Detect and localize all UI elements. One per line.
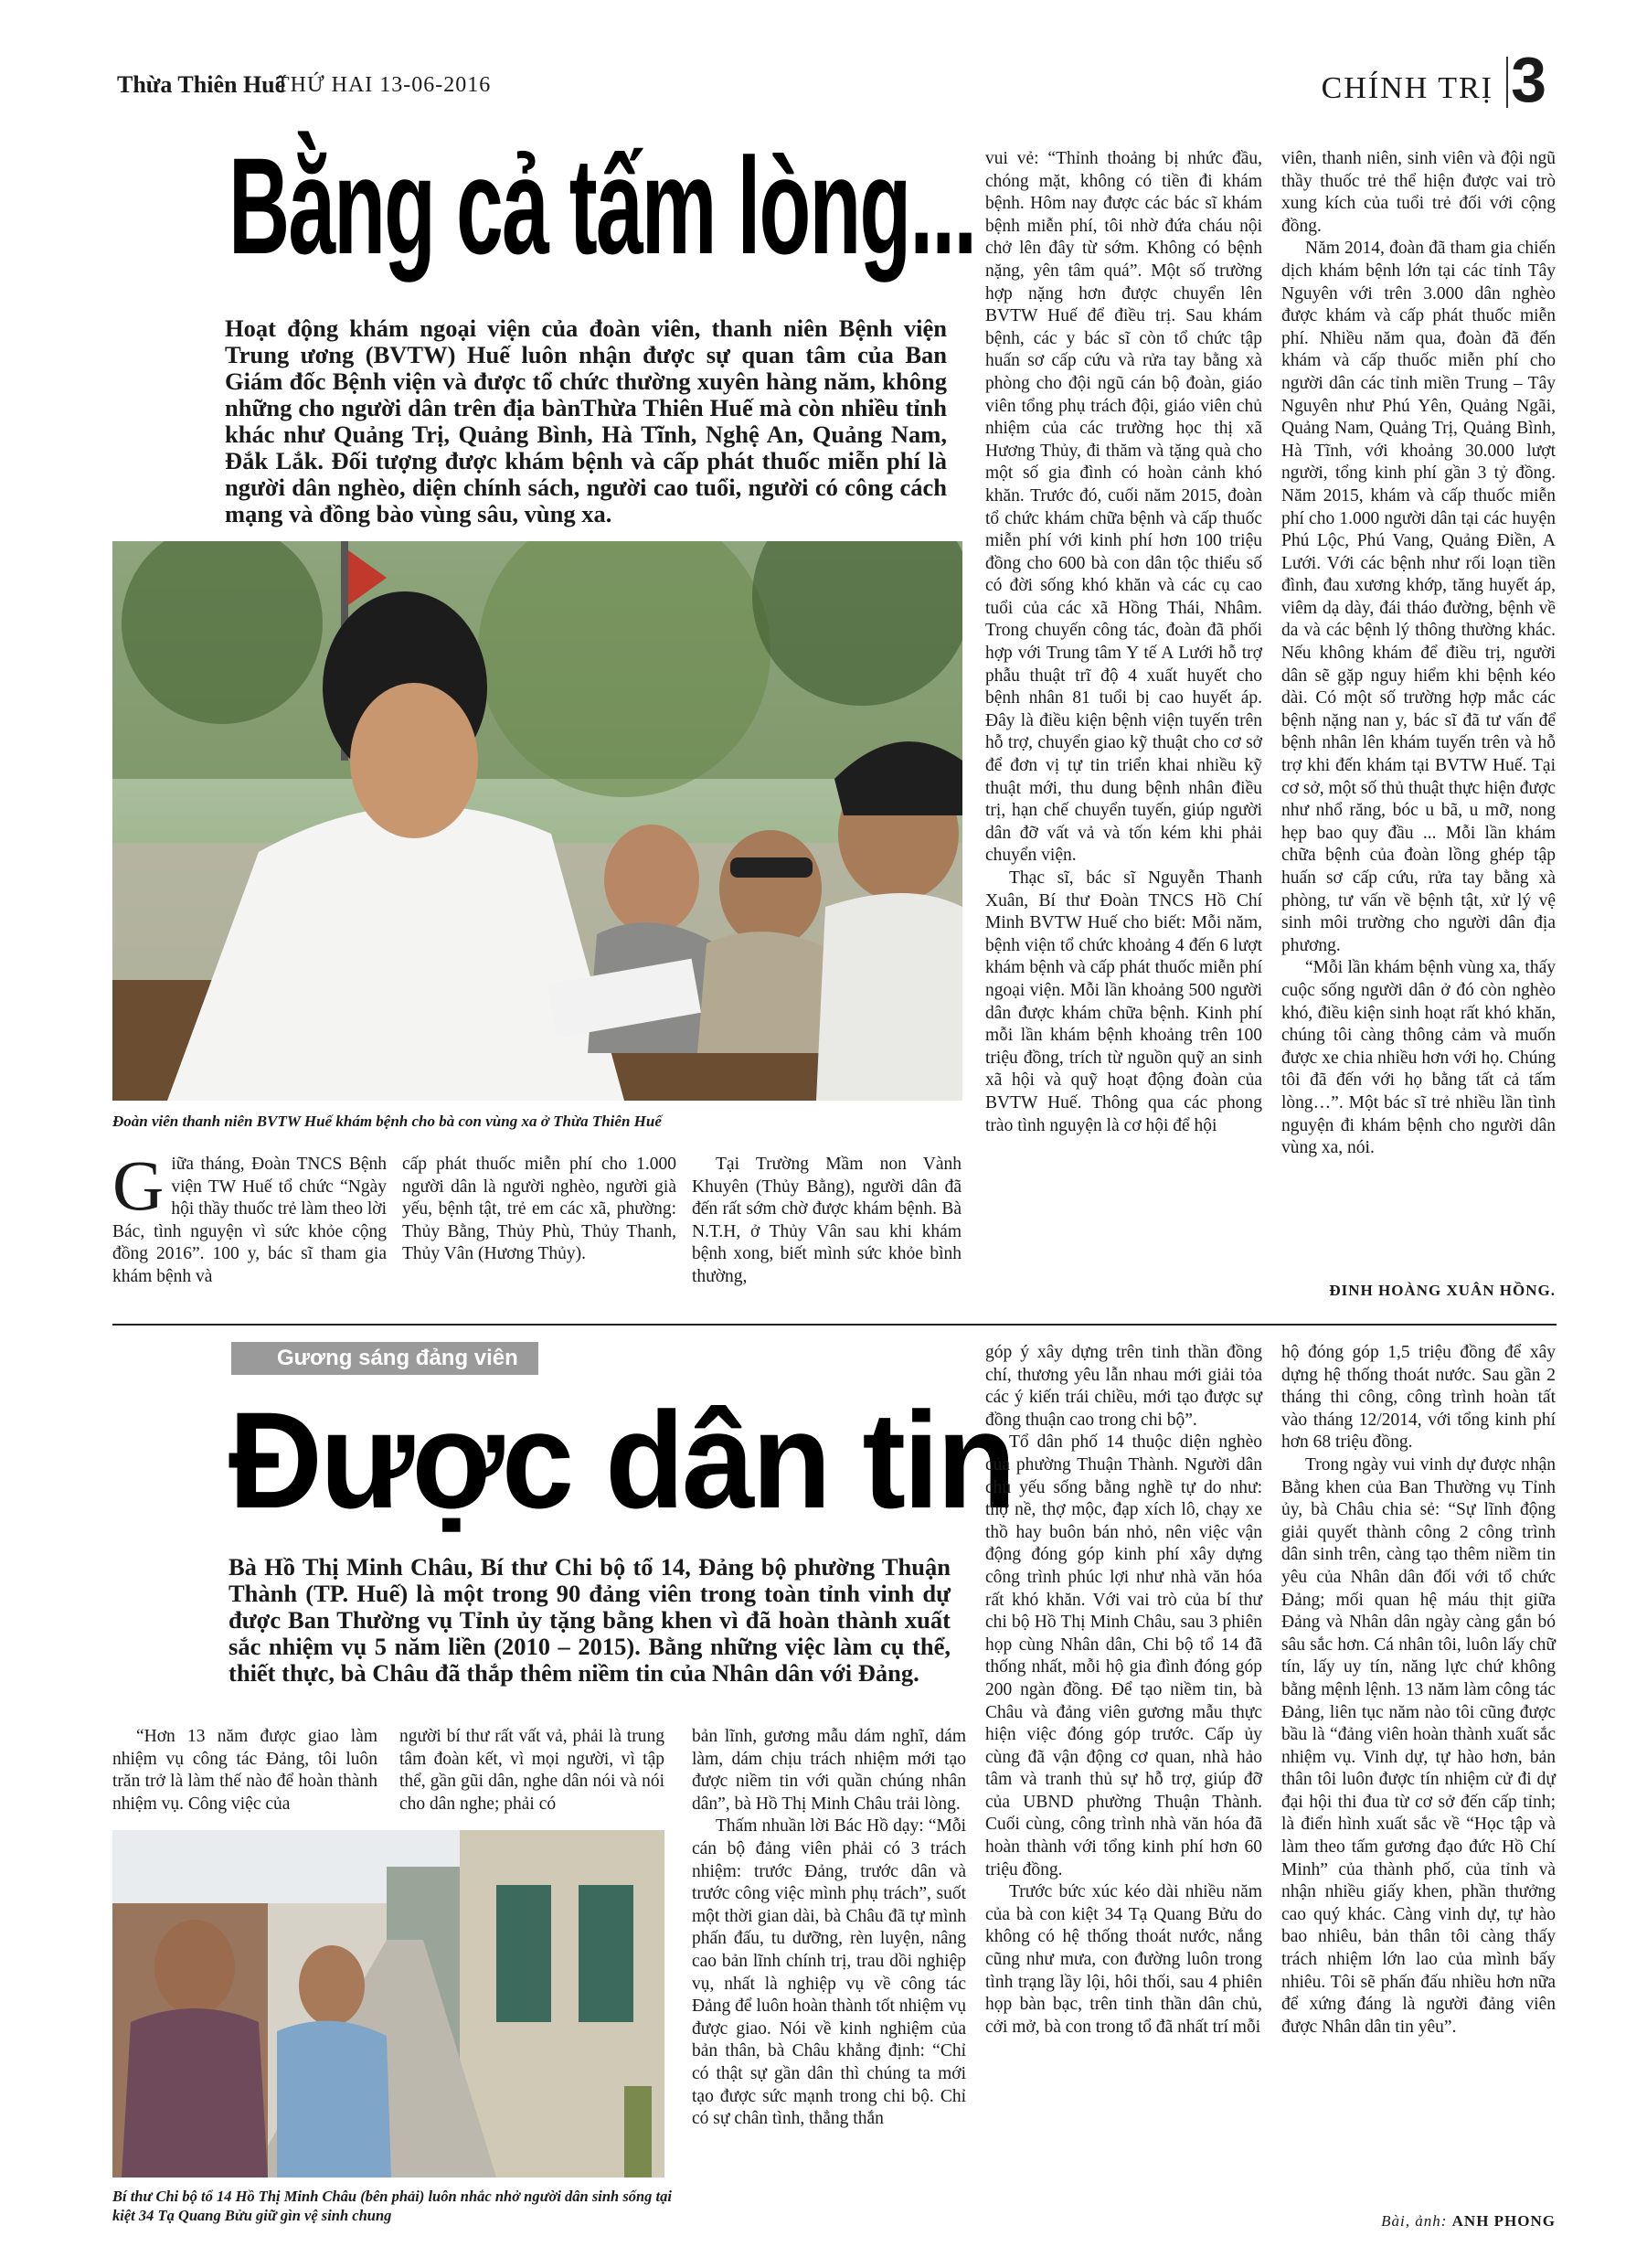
article2-col3-p2: Thấm nhuần lời Bác Hồ dạy: “Mỗi cán bộ đảng viên phải có 3 trách nhiệm: trước Đảng, trước dân và trước công việc mình phụ trách”, suốt một thời gian dài, bà Châu đã tự mình phấn đấu, tu dưỡng, rèn luyện, nâng cao bản lĩnh chính trị, trau dồi nghiệp vụ, nhất là nghiệp vụ về công tác Đảng để luôn hoàn thành tốt nhiệm vụ được giao. Nói về kinh nghiệm của bản thân, bà Châu khẳng định: “Chỉ có thật sự gần dân thì chúng ta mới tạo được sức mạnh trong chi bộ. Chỉ có sự chân tình, thẳng thắn <box>692 1816 966 2129</box>
article2-col2-text: người bí thư rất vất vả, phải là trung tâm đoàn kết, vì mọi người, vì tập thể, gần gũi dân, nghe dân nói và nói cho dân nghe; phải có <box>399 1727 664 1814</box>
article2-photo-caption: Bí thư Chi bộ tổ 14 Hồ Thị Minh Châu (bên phải) luôn nhắc nhở người dân sinh sống tại kiệt 34 Tạ Quang Bửu giữ gìn vệ sinh chung <box>112 2188 672 2224</box>
article2-photo <box>112 1830 664 2177</box>
article1-col5-p2: Năm 2014, đoàn đã tham gia chiến dịch khám bệnh lớn tại các tỉnh Tây Nguyên với trên 3.000 dân nghèo được khám và cấp phát thuốc miễn phí. Nhiều năm qua, đoàn đã đến khám và cấp thuốc miễn phí cho người dân các tỉnh miền Trung – Tây Nguyên như Phú Yên, Quảng Ngãi, Quảng Nam, Quảng Trị, Quảng Bình, Hà Tĩnh, với khoảng 30.000 lượt người, tổng kinh phí gần 3 tỷ đồng. Năm 2015, khám và cấp thuốc miễn phí cho 1.000 người dân tại các huyện Phú Lộc, Phú Vang, Quảng Điền, A Lưới. Với các bệnh như rối loạn tiền đình, đau xương khớp, tăng huyết áp, viêm dạ dày, đái tháo đường, bệnh về da và các bệnh lý thông thường khác. Nếu không khám để điều trị, người dân sẽ gặp nguy hiểm khi bệnh kéo dài. Có một số trường hợp mắc các bệnh nặng nan y, bác sĩ đã tư vấn để bệnh nhân lên khám tuyến trên và hỗ trợ khi đến khám tại BVTW Huế. Tại cơ sở, một số thủ thuật thực hiện được như nhổ răng, bóc u bã, u mỡ, nong hẹp bao quy đầu ... Mỗi lần khám chữa bệnh của đoàn lồng ghép tập huấn sơ cấp cứu, rửa tay bằng xà phòng, tư vấn về bệnh tật, xử lý vệ sinh môi trường cho người dân địa phương. <box>1281 239 1556 955</box>
issue-date: THỨ HAI 13-06-2016 <box>276 73 492 97</box>
article2-column-5 <box>1281 1342 1556 2039</box>
article1-dropcap: G <box>112 1145 165 1225</box>
page-number: 3 <box>1511 44 1546 115</box>
article2-col4-p2: Tổ dân phố 14 thuộc diện nghèo của phường Thuận Thành. Người dân chủ yếu sống bằng nghề tự do như: thợ nề, thợ mộc, đạp xích lô, chạy xe thồ hay buôn bán nhỏ, nên việc vận động đóng góp kinh phí xây dựng công trình phúc lợi như nhà văn hóa rất khó khăn. Với vai trò của bí thư chi bộ Hồ Thị Minh Châu, sau 3 phiên họp cùng Nhân dân, Chi bộ tổ 14 đã thống nhất, mỗi hộ gia đình đóng góp 200 ngàn đồng. Để tạo niềm tin, bà Châu và đảng viên gương mẫu thực hiện việc đóng góp trước. Cấp ủy cùng đã vận động cơ quan, nhà hảo tâm và tranh thủ sự hỗ trợ, giúp đỡ của UBND phường Thuận Thành. Cuối cùng, công trình nhà văn hóa đã hoàn thành với tổng kinh phí hơn 60 triệu đồng. <box>985 1432 1262 1879</box>
article2-col5-p2: Trong ngày vui vinh dự được nhận Bằng khen của Ban Thường vụ Tỉnh ủy, bà Châu chia sẻ: “Sự lĩnh động giải quyết thành công 2 công trình dân sinh trên, càng tạo thêm niềm tin yêu của Nhân dân đối với tổ chức Đảng; mối quan hệ máu thịt giữa Đảng và Nhân dân ngày càng gắn bó sâu sắc hơn. Cá nhân tôi, luôn lấy chữ tín, lấy uy tín, năng lực chứ không bằng mệnh lệnh. 13 năm làm công tác Đảng, liên tục năm nào tôi cũng được bầu là “đảng viên hoàn thành xuất sắc nhiệm vụ. Vinh dự, tự hào hơn, bản thân tôi luôn được tín nhiệm cử đi dự đại hội thi đua từ cơ sở đến cấp tỉnh; là điển hình xuất sắc về “Học tập và làm theo tấm gương đạo đức Hồ Chí Minh” của thành phố, của tỉnh và nhận nhiều giấy khen, phần thưởng cao quý khác. Càng vinh dự, tự hào bao nhiêu, bản thân tôi càng thấy trách nhiệm lớn lao của mình bấy nhiêu. Tôi sẽ phấn đấu nhiều hơn nữa để xứng đáng là người đảng viên được Nhân dân tin yêu”. <box>1281 1454 1556 2037</box>
article1-lead: Hoạt động khám ngoại viện của đoàn viên, thanh niên Bệnh viện Trung ương (BVTW) Huế luôn nhận được sự quan tâm của Ban Giám đốc Bệnh viện và được tổ chức thường xuyên hàng năm, không những cho người dân trên địa bànThừa Thiên Huế mà còn nhiều tỉnh khác như Quảng Trị, Quảng Bình, Hà Tĩnh, Nghệ An, Quảng Nam, Đắk Lắk. Đối tượng được khám bệnh và cấp phát thuốc miễn phí là người dân nghèo, diện chính sách, người cao tuổi, người có công cách mạng và đồng bào vùng sâu, vùng xa. <box>225 314 947 527</box>
article1-column-4 <box>985 148 1262 1137</box>
article1-col1-text: iữa tháng, Đoàn TNCS Bệnh viện TW Huế tổ chức “Ngày hội thầy thuốc trẻ làm theo lời Bác, tình nguyện vì sức khỏe cộng đồng 2016”. 100 y, bác sĩ tham gia khám bệnh và <box>112 1155 387 1286</box>
article2-byline-prefix: Bài, ảnh: <box>1381 2212 1448 2230</box>
article2-col4-p1: góp ý xây dựng trên tinh thần đồng chí, thương yêu lẫn nhau mới giải tỏa các ý kiến trái chiều, mới tạo được sự đồng thuận cao trong chi bộ”. <box>985 1343 1262 1430</box>
header-divider <box>1506 57 1508 108</box>
article2-column-2 <box>399 1726 664 1815</box>
article2-col5-p1: hộ đóng góp 1,5 triệu đồng để xây dựng hệ thống thoát nước. Sau gần 2 tháng thi công, công trình hoàn tất vào tháng 12/2014, với tổng kinh phí hơn 68 triệu đồng. <box>1281 1343 1556 1453</box>
article2-headline: Được dân tin <box>228 1383 1015 1537</box>
article2-byline <box>1281 2212 1556 2231</box>
article2-col4-p3: Trước bức xúc kéo dài nhiều năm của bà con kiệt 34 Tạ Quang Bửu do không có hệ thống thoát nước, nắng cũng như mưa, con đường luôn trong tình trạng lầy lội, hôi thối, sau 4 phiên họp bàn bạc, trên tinh thần dân chủ, cởi mở, bà con trong tổ đã nhất trí mỗi <box>985 1882 1262 2037</box>
article2-col1-text: “Hơn 13 năm được giao làm nhiệm vụ công tác Đảng, tôi luôn trăn trở là làm thế nào để hoàn thành nhiệm vụ. Công việc của <box>112 1727 377 1814</box>
article2-byline-name: ANH PHONG <box>1451 2212 1556 2230</box>
article2-column-1 <box>112 1726 377 1815</box>
article1-photo <box>112 541 962 1101</box>
article1-column-5 <box>1281 148 1556 1160</box>
article1-col2-text: cấp phát thuốc miễn phí cho 1.000 người dân là người nghèo, người già yếu, bệnh tật, trẻ em các xã, phường: Thủy Bằng, Thủy Phù, Thủy Thanh, Thủy Vân (Hương Thủy). <box>402 1155 676 1264</box>
newspaper-name: Thừa Thiên Huế <box>117 71 286 98</box>
article2-lead: Bà Hồ Thị Minh Châu, Bí thư Chi bộ tổ 14, Đảng bộ phường Thuận Thành (TP. Huế) là một trong 90 đảng viên trong toàn tỉnh vinh dự được Ban Thường vụ Tỉnh ủy tặng bằng khen vì đã hoàn thành xuất sắc nhiệm vụ 5 năm liền (2010 – 2015). Bằng những việc làm cụ thể, thiết thực, bà Châu đã thắp thêm niềm tin của Nhân dân với Đảng. <box>228 1553 951 1687</box>
section-name: CHÍNH TRỊ <box>1321 71 1493 105</box>
article1-column-1 <box>112 1145 387 1289</box>
article2-column-3 <box>692 1726 966 2131</box>
article1-column-2 <box>402 1154 676 1266</box>
article1-col5-p1: viên, thanh niên, sinh viên và đội ngũ thầy thuốc trẻ thể hiện được vai trò xung kích của tuổi trẻ đối với cộng đồng. <box>1281 149 1556 236</box>
article-divider <box>112 1324 1557 1326</box>
article1-byline: ĐINH HOÀNG XUÂN HỒNG. <box>1329 1282 1556 1299</box>
article2-column-4 <box>985 1342 1262 2039</box>
article1-col4-p1: vui vẻ: “Thỉnh thoảng bị nhức đầu, chóng mặt, không có tiền đi khám bệnh. Hôm nay được các bác sĩ khám bệnh miễn phí, tôi nhờ đứa cháu nội chở lên đây từ sớm. Không có bệnh nặng, yên tâm quá”. Một số trường hợp nặng hơn được chuyển lên BVTW Huế để điều trị. Sau khám bệnh, các y bác sĩ còn tổ chức tập huấn sơ cấp cứu và rửa tay bằng xà phòng cho đội ngũ cán bộ đoàn, giáo viên tổng phụ trách đội, giáo viên chủ nhiệm của các trường học thị xã Hương Thủy, đi thăm và tặng quà cho một số gia đình có hoàn cảnh khó khăn. Trước đó, cuối năm 2015, đoàn tổ chức khám chữa bệnh và cấp thuốc miễn phí với kinh phí hơn 100 triệu đồng cho 600 bà con dân tộc thiểu số có đời sống khó khăn và các cụ cao tuổi của các xã Hồng Thái, Nhâm. Trong chuyến công tác, đoàn đã phối hợp với Trung tâm Y tế A Lưới hỗ trợ phẫu thuật trĩ độ 4 xuất huyết cho bệnh nhân 81 tuổi bị cao huyết áp. Đây là điều kiện bệnh viện tuyến trên hỗ trợ, chuyển giao kỹ thuật cho cơ sở để đơn vị tự tin triển khai nhiều kỹ thuật mới, thu dung bệnh nhân điều trị, hạn chế chuyển tuyến, giúp người dân đỡ vất vả và tốn kém khi phải chuyển viện. <box>985 149 1262 866</box>
article1-col5-p3: “Mỗi lần khám bệnh vùng xa, thấy cuộc sống người dân ở đó còn nghèo khó, điều kiện sinh hoạt rất khó khăn, chúng tôi càng thông cảm và muốn được xe chia nhiều hơn với họ. Chúng tôi đã đến với họ bằng tất cả tấm lòng…”. Một bác sĩ trẻ nhiều lần tình nguyện đi khám bệnh cho người dân vùng xa, nói. <box>1281 958 1556 1158</box>
article1-headline: Bằng cả tấm lòng... <box>228 129 976 282</box>
article1-col4-p2: Thạc sĩ, bác sĩ Nguyễn Thanh Xuân, Bí thư Đoàn TNCS Hồ Chí Minh BVTW Huế cho biết: Mỗi năm, bệnh viện tổ chức khoảng 4 đến 6 lượt khám bệnh và cấp phát thuốc miễn phí ngoại viện. Mỗi lần khoảng 500 người dân được khám chữa bệnh. Kinh phí mỗi lần khám bệnh khoảng trên 100 triệu đồng, trích từ nguồn quỹ an sinh xã hội và quỹ hoạt động đoàn của BVTW Huế. Thông qua các phong trào tình nguyện là cơ hội để hội <box>985 868 1262 1135</box>
article1-col3-text: Tại Trường Mầm non Vành Khuyên (Thủy Bằng), người dân đã đến rất sớm chờ được khám bệnh. Bà N.T.H, ở Thủy Vân sau khi khám bệnh xong, biết mình sức khỏe bình thường, <box>692 1155 962 1286</box>
article2-kicker: Gương sáng đảng viên <box>231 1342 538 1375</box>
article1-photo-caption: Đoàn viên thanh niên BVTW Huế khám bệnh cho bà con vùng xa ở Thừa Thiên Huế <box>112 1113 662 1130</box>
article1-column-3 <box>692 1154 962 1289</box>
article2-col3-p1: bản lĩnh, gương mẫu dám nghĩ, dám làm, dám chịu trách nhiệm mới tạo được niềm tin với quần chúng nhân dân”, bà Hồ Thị Minh Châu trải lòng. <box>692 1727 966 1814</box>
